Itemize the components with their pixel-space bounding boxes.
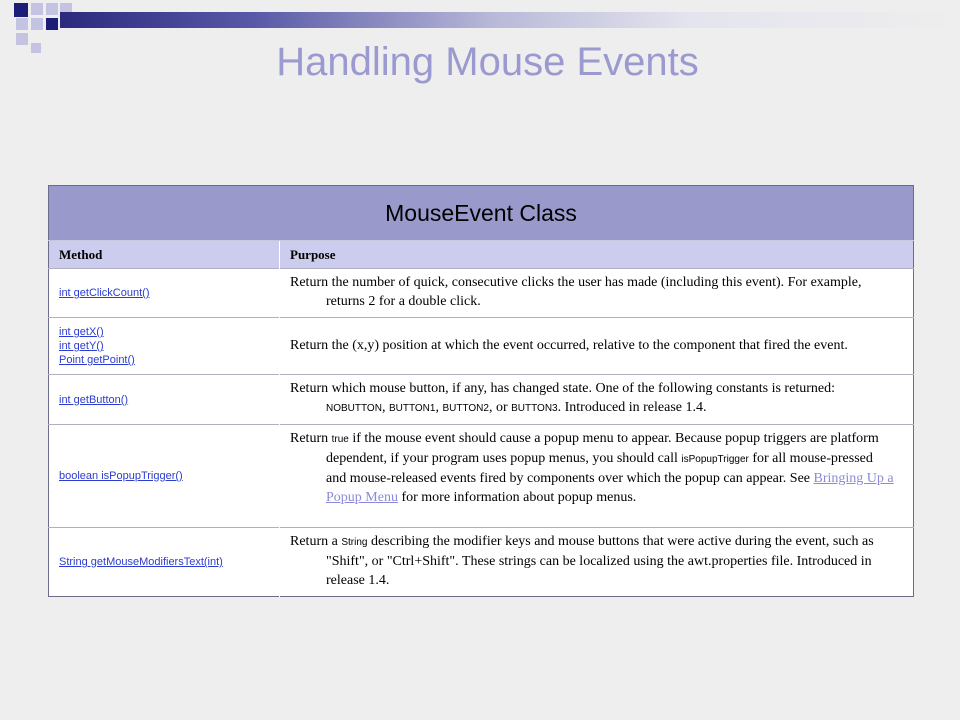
purpose-cell — [280, 318, 914, 375]
logo-square — [16, 18, 28, 30]
method-link[interactable]: int getClickCount() — [59, 287, 150, 299]
title-bar-gradient — [60, 12, 960, 28]
method-cell — [49, 425, 280, 528]
table-row — [49, 318, 914, 375]
purpose-text: Return a String describing the modifier keys and mouse buttons that were active during the event, such as "Shift", or "Ctrl+Shift". These strings can be localized using the awt.properties file. Introduced in release 1.4. — [290, 534, 874, 588]
code-token: true — [331, 434, 349, 445]
column-header-method: Method — [49, 241, 280, 269]
method-cell — [49, 318, 280, 375]
table-row — [49, 375, 914, 425]
method-link[interactable]: String getMouseModifiersText(int) — [59, 556, 223, 568]
purpose-cell — [280, 528, 914, 597]
purpose-text: Return true if the mouse event should cause a popup menu to appear. Because popup triggers are platform dependent, if your program uses popup menus, you should call isPopupTrigger for all mouse-pressed and mouse-released events fired by components over which the popup can appear. See Bringing Up a Popup Menu for more information about popup menus. — [290, 431, 894, 505]
code-token: isPopupTrigger — [681, 454, 749, 465]
logo-square — [31, 3, 43, 15]
column-header-purpose: Purpose — [280, 241, 914, 269]
method-cell — [49, 528, 280, 597]
table-row — [49, 528, 914, 597]
method-link[interactable]: int getButton() — [59, 393, 129, 406]
logo-square — [46, 18, 58, 30]
purpose-cell — [280, 375, 914, 425]
method-cell — [49, 375, 280, 425]
constant-name: BUTTON1 — [388, 403, 436, 414]
purpose-text: Return the (x,y) position at which the event occurred, relative to the component that fired the event. — [290, 337, 848, 353]
method-cell — [49, 269, 280, 318]
popup-menu-link[interactable]: Bringing Up a Popup Menu — [326, 471, 894, 505]
code-token: String — [341, 537, 368, 548]
method-link[interactable]: boolean isPopupTrigger() — [59, 470, 183, 482]
table-caption: MouseEvent Class — [49, 186, 914, 241]
method-link[interactable]: int getX() — [59, 326, 104, 338]
method-link[interactable]: int getY() — [59, 340, 104, 352]
purpose-text: Return which mouse button, if any, has changed state. One of the following constants is returned: NOBUTTON, BUTTON1, BUTTON2, or BUTTON3. Introduced in release 1.4. — [290, 381, 835, 415]
slide-title: Handling Mouse Events — [276, 40, 699, 84]
purpose-text: Return the number of quick, consecutive clicks the user has made (including this event). For example, returns 2 for a double click. — [290, 275, 862, 309]
constant-name: NOBUTTON — [326, 403, 382, 414]
purpose-cell — [280, 425, 914, 528]
table-row — [49, 425, 914, 528]
mouseevent-table — [48, 185, 914, 597]
logo-square — [46, 3, 58, 15]
method-link[interactable]: Point getPoint() — [59, 354, 135, 366]
constant-name: BUTTON2 — [442, 403, 489, 414]
constant-name: BUTTON3 — [511, 403, 558, 414]
logo-square — [14, 3, 28, 17]
purpose-cell — [280, 269, 914, 318]
logo-square — [31, 18, 43, 30]
table-row — [49, 269, 914, 318]
